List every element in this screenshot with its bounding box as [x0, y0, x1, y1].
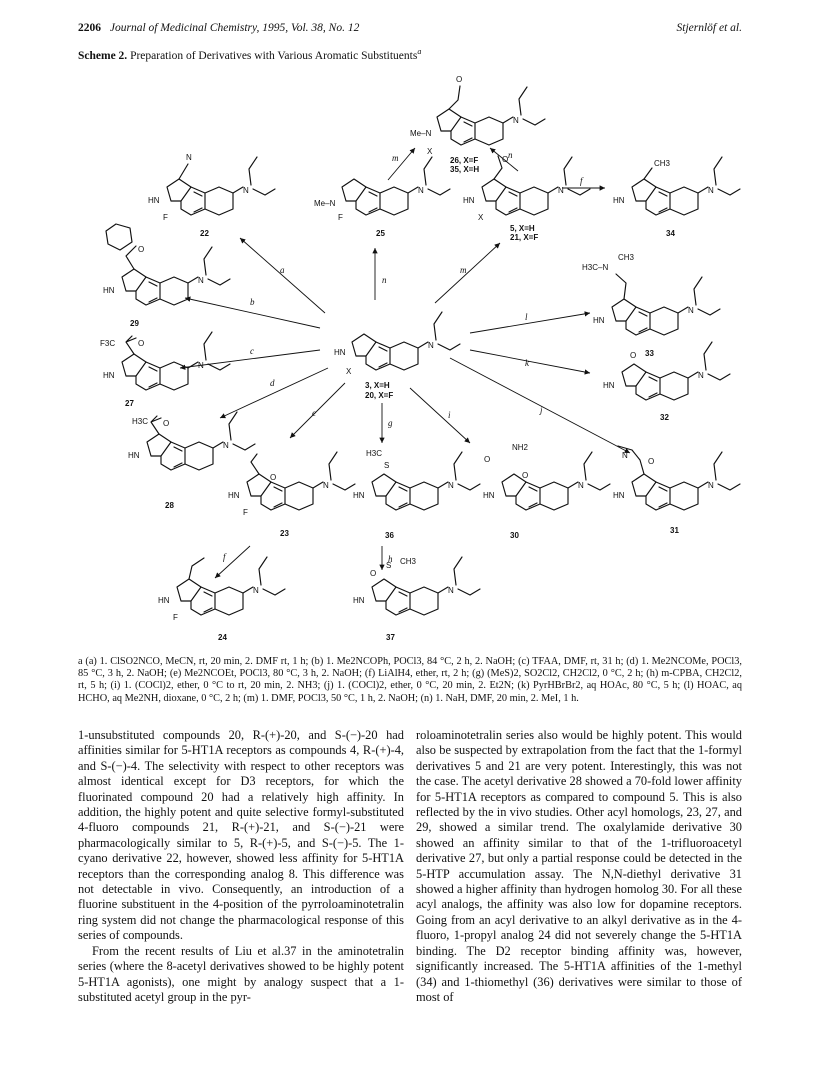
- c27-f3c: F3C: [100, 339, 116, 348]
- running-authors: Stjernlöf et al.: [676, 22, 742, 34]
- compound-3-20-structure: [334, 312, 460, 400]
- c24-f: F: [173, 613, 178, 622]
- compound-32-structure: [603, 342, 730, 422]
- step-c: c: [250, 346, 254, 356]
- c26-oxygen: O: [456, 75, 463, 84]
- c27-oxygen: O: [138, 339, 145, 348]
- compound-27-label: 27: [125, 399, 134, 408]
- step-f-upper: f: [580, 176, 583, 186]
- step-m-lower: m: [460, 265, 467, 275]
- page-number: 2206: [78, 22, 101, 34]
- c32-hn: HN: [603, 381, 615, 390]
- step-i: i: [448, 410, 451, 420]
- c26-me-n: Me–N: [410, 129, 432, 138]
- step-l: l: [525, 312, 528, 322]
- c36-h3c: H3C: [366, 449, 383, 458]
- c33-h3c-n: H3C–N: [582, 263, 609, 272]
- right-paragraph-1: roloaminotetralin series also would be highly potent. This would also be suspected by extrapolation from the fact that the 1-formyl derivatives 5 and 21 are very potent. Interestingly, this was not the case. The acetyl derivative 28 showed a 70-fold lower affinity for 5-HT1A receptors as compared to compound 5. This is also reflected by the in vivo studies. Other acyl homologs, 23, 27, and 29, showed a similar trend. The oxalylamide derivative 30 showed an affinity similar to that of the 1-trifluoroacetyl derivative 27, but only a partial response could be detected in the 5-HTP accumulation assay. The N,N-diethyl derivative 31 showed a higher affinity than hydrogen homolog 30. For all these acyl analogs, the affinity was also low for dopamine receptors. Going from an acyl derivative to an alkyl derivative as in the 4-fluoro, 1-propyl analog 24 did not severely change the 5-HT1A binding. The D2 receptor binding affinity was, however, significantly increased. The 5-HT1A affinities of the 1-methyl (34) and 1-thiomethyl (36) derivatives were similar to those of most of: [416, 728, 742, 1004]
- compound-34-structure: [613, 157, 740, 238]
- step-e: e: [312, 408, 316, 418]
- compound-31-structure: [613, 446, 740, 535]
- compound-20-label: 20, X=F: [365, 391, 394, 400]
- step-b: b: [250, 297, 255, 307]
- c37-ch3: CH3: [400, 557, 417, 566]
- c30-oxygen-1: O: [484, 455, 491, 464]
- step-n-upper: n: [508, 150, 513, 160]
- c29-oxygen: O: [138, 245, 145, 254]
- c37-sulfur: S: [386, 561, 392, 570]
- c5-oxygen: O: [502, 155, 509, 164]
- journal-citation: Journal of Medicinal Chemistry, 1995, Vol. 38, No. 12: [109, 22, 360, 34]
- c27-hn: HN: [103, 371, 115, 380]
- central-x: X: [346, 367, 352, 376]
- left-column: [78, 728, 404, 1005]
- c30-hn: HN: [483, 491, 495, 500]
- compound-30-structure: [483, 443, 610, 540]
- c36-hn: HN: [353, 491, 365, 500]
- c25-f: F: [338, 213, 343, 222]
- c33-hn: HN: [593, 316, 605, 325]
- compound-35-label: 35, X=H: [450, 165, 480, 174]
- c23-f: F: [243, 508, 248, 517]
- c22-nitrile-n: N: [186, 153, 192, 162]
- compound-22-label: 22: [200, 229, 209, 238]
- compound-3-label: 3, X=H: [365, 381, 390, 390]
- scheme-title: [78, 47, 421, 62]
- scheme-label: Scheme 2.: [78, 49, 128, 62]
- c32-oxygen: O: [630, 351, 637, 360]
- c23-hn: HN: [228, 491, 240, 500]
- compound-5-21-structure: [463, 155, 590, 242]
- reaction-scheme: N HN X 3, X=H 20, X=F O Me–N X 26, X=F 35, X=H N HN F 22 Me–N F 25 O HN X 5, X=H 21, X=F CH3 HN 34 O HN 29 H3C–N CH3 HN 33 F3C O HN 27 O HN 32 H3C O HN 28 N O HN 31 O HN F 23 H3C S HN 36 NH2 O O HN 30 HN F 24 S O CH3 HN 37 a b c d e g i j k l m n f m n h f: [70, 68, 750, 653]
- c24-hn: HN: [158, 596, 170, 605]
- compound-21-label: 21, X=F: [510, 233, 539, 242]
- compound-29-label: 29: [130, 319, 139, 328]
- c30-oxygen-2: O: [522, 471, 529, 480]
- c22-hn: HN: [148, 196, 160, 205]
- compound-31-label: 31: [670, 526, 679, 535]
- compound-36-structure: [353, 449, 480, 540]
- c33-ch3: CH3: [618, 253, 635, 262]
- c5-x: X: [478, 213, 484, 222]
- c28-oxygen: O: [163, 419, 170, 428]
- c37-hn: HN: [353, 596, 365, 605]
- c26-x: X: [427, 147, 433, 156]
- c28-hn: HN: [128, 451, 140, 460]
- step-f-lower: f: [223, 552, 226, 562]
- compound-29-structure: [103, 224, 230, 328]
- reaction-step-labels: [223, 150, 584, 564]
- compound-24-structure: [158, 557, 285, 642]
- compound-25-structure: [314, 157, 450, 238]
- step-a: a: [280, 265, 285, 275]
- c29-hn: HN: [103, 286, 115, 295]
- compound-23-structure: [228, 452, 355, 538]
- compound-28-label: 28: [165, 501, 174, 510]
- compound-24-label: 24: [218, 633, 227, 642]
- step-j: j: [540, 405, 543, 415]
- compound-5-label: 5, X=H: [510, 224, 535, 233]
- compound-30-label: 30: [510, 531, 519, 540]
- c34-hn: HN: [613, 196, 625, 205]
- c36-sulfur: S: [384, 461, 390, 470]
- compound-27-structure: [100, 332, 230, 408]
- scheme-footnote: a (a) 1. ClSO2NCO, MeCN, rt, 20 min, 2. DMF rt, 1 h; (b) 1. Me2NCOPh, POCl3, 84 °C, 2 h, 2. NaOH; (c) TFAA, DMF, rt, 31 h; (d) 1. Me2NCOMe, POCl3, 85 °C, 3 h, 2. NaOH; (e) Me2NCOEt, POCl3, 80 °C, 3 h, 2. NaOH; (f) LiAlH4, ether, rt, 2 h; (g) (MeS)2, SO2Cl2, CH2Cl2, 0 °C, 2 h; (h) m-CPBA, CH2Cl2, rt, 5 h; (i) 1. (COCl)2, ether, 0 °C to rt, 20 min, 2. NH3; (j) 1. (COCl)2, ether, 0 °C, 20 min, 2. Et2N; (k) PyrHBrBr2, aq HOAc, 80 °C, 5 h; (l) HOAC, aq HCHO, aq Me2NH, dioxane, 0 °C, 2 h; (m) 1. DMF, POCl3, 50 °C, 1 h, 2. NaOH; (n) 1. NaH, DMF, 20 min, 2. MeI, 1 h.: [78, 656, 742, 704]
- c5-hn: HN: [463, 196, 475, 205]
- c28-h3c: H3C: [132, 417, 149, 426]
- compound-23-label: 23: [280, 529, 289, 538]
- c31-oxygen: O: [648, 457, 655, 466]
- compound-36-label: 36: [385, 531, 394, 540]
- step-m-upper: m: [392, 153, 399, 163]
- step-g: g: [388, 418, 393, 428]
- compound-32-label: 32: [660, 413, 669, 422]
- c31-n: N: [622, 451, 628, 460]
- right-column: [416, 728, 742, 1005]
- c34-ch3: CH3: [654, 159, 671, 168]
- scheme-footnote-mark: a: [417, 47, 422, 56]
- c23-oxygen: O: [270, 473, 277, 482]
- compound-37-structure: [353, 557, 480, 642]
- step-n-lower: n: [382, 275, 387, 285]
- left-paragraph-2: From the recent results of Liu et al.37 in the aminotetralin series (where the 8-acetyl derivatives showed to be highly potent 5-HT1A agonists), one might by analogy suspect that a 1-substituted acetyl group in the pyr-: [78, 943, 404, 1004]
- step-k: k: [525, 358, 529, 368]
- compound-34-label: 34: [666, 229, 675, 238]
- c37-oxygen: O: [370, 569, 377, 578]
- scheme-title-text: Preparation of Derivatives with Various Aromatic Substituents: [130, 49, 418, 62]
- compound-22-structure: [148, 153, 275, 238]
- compound-26-label: 26, X=F: [450, 156, 479, 165]
- c22-f: F: [163, 213, 168, 222]
- running-header: [78, 22, 742, 34]
- step-d: d: [270, 378, 275, 388]
- compound-25-label: 25: [376, 229, 385, 238]
- compound-33-structure: [582, 253, 720, 358]
- step-h: h: [388, 554, 393, 564]
- c31-hn: HN: [613, 491, 625, 500]
- central-hn: HN: [334, 348, 346, 357]
- c25-me-n: Me–N: [314, 199, 336, 208]
- compound-33-label: 33: [645, 349, 654, 358]
- c30-nh2: NH2: [512, 443, 529, 452]
- left-paragraph-1: 1-unsubstituted compounds 20, R-(+)-20, and S-(−)-20 had affinities similar for 5-HT1A receptors as compounds 4, R-(+)-4, and S-(−)-4. The selectivity with respect to other receptors was almost identical except for D3 receptors, for which the fluorinated compound 20 had a relatively high affinity. In addition, the highly potent and quite selective formyl-substituted 4-fluoro compounds 21, R-(+)-21, and S-(−)-21 were pharmacologically similar to 5, R-(+)-5, and S-(−)-5. The 1-cyano derivative 22, however, showed less affinity for 5-HT1A receptors than the corresponding analog 8. This difference was not detectable in vivo. Consequently, an introduction of a fluorine substituent in the 4-position of the pyrroloaminotetralin ring system did not change the pharmacological response of this series of compounds.: [78, 728, 404, 943]
- compound-37-label: 37: [386, 633, 395, 642]
